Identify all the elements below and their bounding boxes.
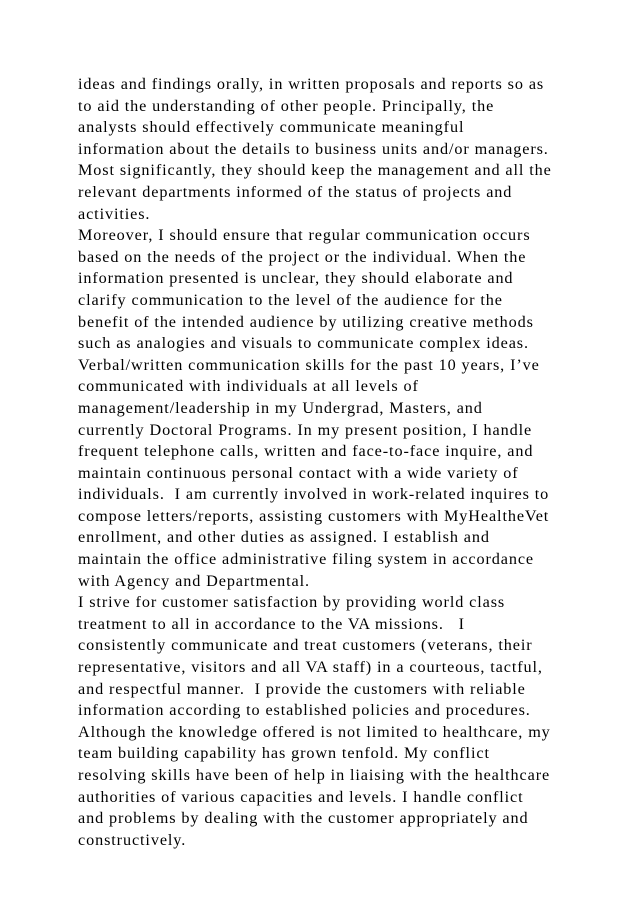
text-line: to aid the understanding of other people. Principally, the xyxy=(78,96,495,115)
text-line: Verbal/written communication skills for the past 10 years, I’ve xyxy=(78,355,540,374)
text-line: treatment to all in accordance to the VA missions. I xyxy=(78,614,465,633)
text-line: information according to established policies and procedures. xyxy=(78,701,531,720)
text-line: relevant departments informed of the status of projects and xyxy=(78,182,513,201)
text-line: authorities of various capacities and levels. I handle conflict xyxy=(78,787,524,806)
text-line: Most significantly, they should keep the management and all the xyxy=(78,161,552,180)
text-line: ideas and findings orally, in written proposals and reports so as xyxy=(78,75,545,93)
text-line: constructively. xyxy=(78,830,187,849)
text-line: enrollment, and other duties as assigned. I establish and xyxy=(78,528,490,547)
text-line: benefit of the intended audience by utilizing creative methods xyxy=(78,312,534,331)
text-line: such as analogies and visuals to communicate complex ideas. xyxy=(78,334,529,353)
text-line: currently Doctoral Programs. In my present position, I handle xyxy=(78,420,533,439)
text-line: clarify communication to the level of the audience for the xyxy=(78,290,503,309)
text-line: Moreover, I should ensure that regular communication occurs xyxy=(78,226,531,245)
text-line: individuals. I am currently involved in work-related inquires to xyxy=(78,485,550,504)
text-line: maintain the office administrative filing system in accordance xyxy=(78,550,535,569)
text-line: resolving skills have been of help in liaising with the healthcare xyxy=(78,766,551,784)
text-line: management/leadership in my Undergrad, Masters, and xyxy=(78,398,483,417)
document-body xyxy=(78,74,578,851)
text-line: Although the knowledge offered is not limited to healthcare, my xyxy=(78,722,551,741)
text-line: I strive for customer satisfaction by providing world class xyxy=(78,593,506,612)
text-line: based on the needs of the project or the individual. When the xyxy=(78,247,527,266)
text-line: with Agency and Departmental. xyxy=(78,571,310,590)
text-line: compose letters/reports, assisting customers with MyHealtheVet xyxy=(78,506,550,525)
text-line: representative, visitors and all VA staff) in a courteous, tactful, xyxy=(78,658,543,677)
text-line: analysts should effectively communicate meaningful xyxy=(78,118,465,137)
text-line: information about the details to business units and/or managers. xyxy=(78,139,549,158)
text-line: and respectful manner. I provide the customers with reliable xyxy=(78,679,526,698)
text-line: and problems by dealing with the customer appropriately and xyxy=(78,809,529,828)
text-line: team building capability has grown tenfold. My conflict xyxy=(78,744,490,763)
text-line: communicated with individuals at all levels of xyxy=(78,377,419,396)
text-line: maintain continuous personal contact with a wide variety of xyxy=(78,463,519,482)
text-line: frequent telephone calls, written and face-to-face inquire, and xyxy=(78,442,534,461)
text-line: activities. xyxy=(78,204,151,223)
text-line: consistently communicate and treat customers (veterans, their xyxy=(78,636,533,655)
text-line: information presented is unclear, they should elaborate and xyxy=(78,269,514,288)
